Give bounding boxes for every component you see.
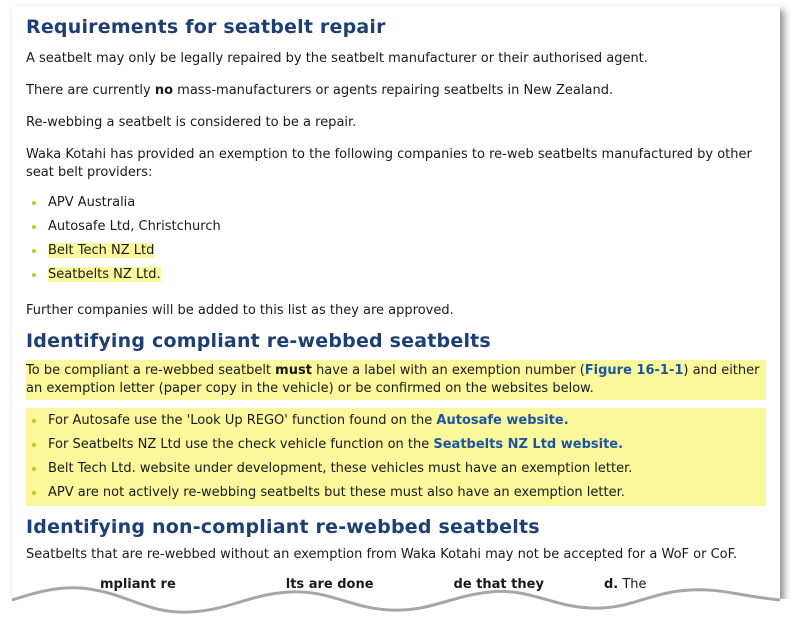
paragraph-compliance <box>26 362 766 398</box>
text: For Autosafe use the 'Look Up REGO' function found on the <box>48 413 437 428</box>
list-item <box>26 436 766 454</box>
company-name: APV Australia <box>48 195 136 210</box>
bullet-icon <box>32 443 36 447</box>
figure-link[interactable]: Figure 16-1-1 <box>584 363 684 378</box>
text: mass-manufacturers or agents repairing seatbelts in New Zealand. <box>173 83 614 98</box>
company-name: Belt Tech NZ Ltd <box>48 243 155 258</box>
text-fragment: de that they <box>453 577 544 592</box>
list-item <box>26 412 766 430</box>
seatbelts-nz-website-link[interactable]: Seatbelts NZ Ltd website. <box>433 437 624 452</box>
text-fragment: mpliant re <box>100 577 176 592</box>
text: APV are not actively re-webbing seatbelts but these must also have an exemption letter. <box>48 485 625 500</box>
text-bold-must: must <box>275 363 312 378</box>
list-item <box>26 194 766 212</box>
list-item <box>26 218 766 236</box>
bullet-icon <box>32 273 36 277</box>
torn-edge-decoration <box>0 560 800 628</box>
list-item <box>26 242 766 260</box>
text: have a label with an exemption number ( <box>311 363 585 378</box>
highlight-compliance-list <box>26 408 766 506</box>
bullet-icon <box>32 467 36 471</box>
text: Belt Tech Ltd. website under development, these vehicles must have an exemption letter. <box>48 461 633 476</box>
text-fragment: d. <box>603 577 619 592</box>
list-item <box>26 484 766 502</box>
document-page <box>12 6 780 618</box>
text: For Seatbelts NZ Ltd use the check vehicle function on the <box>48 437 434 452</box>
highlight-compliance-paragraph <box>26 360 766 400</box>
list-item <box>26 266 766 284</box>
autosafe-website-link[interactable]: Autosafe website. <box>436 413 569 428</box>
text-bold-no: no <box>154 83 174 98</box>
bullet-icon <box>32 201 36 205</box>
heading-seatbelt-repair: Requirements for seatbelt repair <box>26 16 386 38</box>
paragraph-non-compliant: Seatbelts that are re-webbed without an exemption from Waka Kotahi may not be accepted for a WoF or CoF. <box>26 547 738 562</box>
compliance-list <box>26 412 766 502</box>
company-list <box>26 194 766 284</box>
text: There are currently <box>26 83 155 98</box>
bullet-icon <box>32 249 36 253</box>
text-fragment: lts are done <box>285 577 374 592</box>
bullet-icon <box>32 419 36 423</box>
text: To be compliant a re-webbed seatbelt <box>26 363 276 378</box>
bullet-icon <box>32 491 36 495</box>
text-fragment: The <box>618 577 647 592</box>
list-item <box>26 460 766 478</box>
paragraph-further-companies: Further companies will be added to this list as they are approved. <box>26 303 454 318</box>
paragraph-legal-repair: A seatbelt may only be legally repaired by the seatbelt manufacturer or their authorised agent. <box>26 51 648 66</box>
document-content <box>26 14 766 594</box>
company-name: Autosafe Ltd, Christchurch <box>48 219 221 234</box>
paragraph-no-manufacturers <box>26 82 766 100</box>
text: ) and either an exemption letter (paper copy in the vehicle) or be confirmed on the websites below. <box>26 363 760 396</box>
company-name: Seatbelts NZ Ltd. <box>48 267 161 282</box>
heading-compliant-seatbelts: Identifying compliant re-webbed seatbelts <box>26 330 491 352</box>
paragraph-rewebbing-repair: Re-webbing a seatbelt is considered to be a repair. <box>26 115 357 130</box>
bullet-icon <box>32 225 36 229</box>
heading-non-compliant-seatbelts: Identifying non-compliant re-webbed seatbelts <box>26 516 540 538</box>
paragraph-exemption: Waka Kotahi has provided an exemption to the following companies to re-web seatbelts manufactured by other seat belt providers: <box>26 147 752 180</box>
